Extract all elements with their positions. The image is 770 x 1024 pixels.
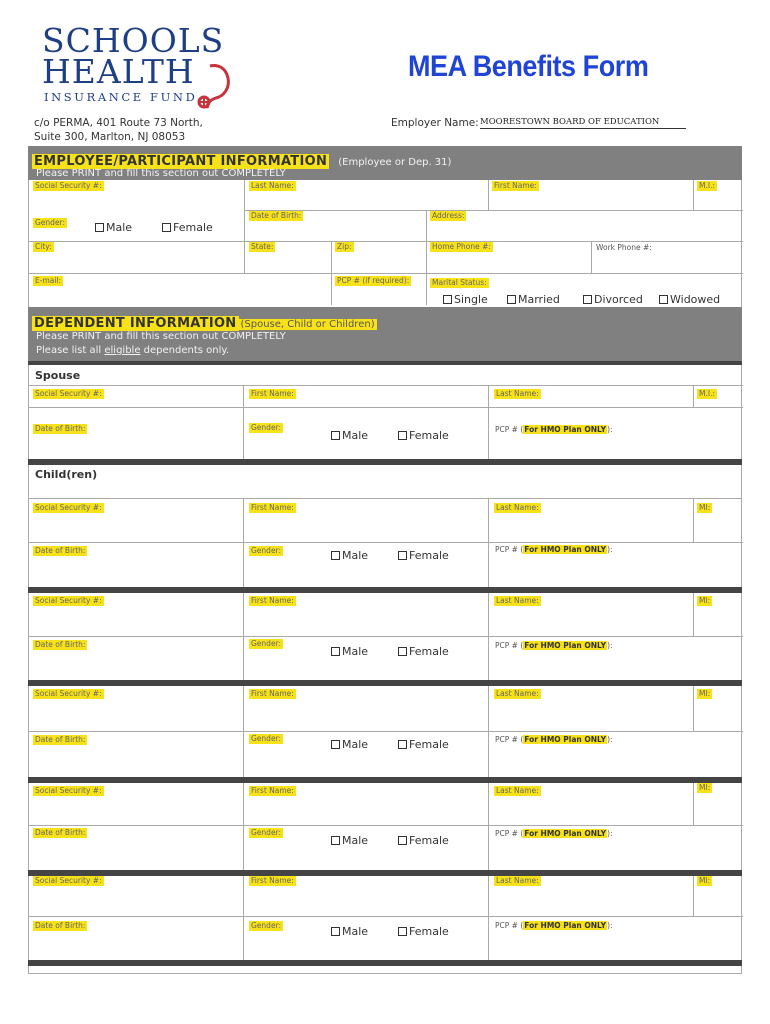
child-female-option[interactable]: Female <box>398 738 449 751</box>
first-name-field[interactable]: First Name: <box>494 181 537 190</box>
child-last-name-field[interactable]: Last Name: <box>496 786 539 795</box>
child-last-name-field[interactable]: Last Name: <box>496 596 539 605</box>
child-male-option[interactable]: Male <box>331 549 368 562</box>
marital-married-option[interactable]: Married <box>507 293 560 306</box>
female-checkbox[interactable] <box>398 836 407 845</box>
female-checkbox[interactable] <box>162 223 171 232</box>
child-ssn-field[interactable]: Social Security #: <box>35 503 102 512</box>
child-female-option[interactable]: Female <box>398 645 449 658</box>
child-gender-label: Gender: <box>251 546 282 555</box>
spouse-pcp-field[interactable]: PCP # (For HMO Plan ONLY): <box>495 425 613 434</box>
gender-male-option[interactable]: Male <box>95 221 132 234</box>
city-field[interactable]: City: <box>35 242 52 251</box>
spouse-first-name-field[interactable]: First Name: <box>251 389 294 398</box>
single-checkbox[interactable] <box>443 295 452 304</box>
married-checkbox[interactable] <box>507 295 516 304</box>
marital-single-option[interactable]: Single <box>443 293 488 306</box>
last-name-field[interactable]: Last Name: <box>251 181 294 190</box>
spouse-mi-field[interactable]: M.I.: <box>699 389 715 398</box>
employer-name-label: Employer Name: <box>391 117 479 129</box>
child-mi-field[interactable]: MI: <box>699 503 711 512</box>
form-title: MEA Benefits Form <box>408 50 649 83</box>
dependent-instruction-1: Please PRINT and fill this section out COMPLETELY <box>36 331 286 342</box>
mi-field[interactable]: M.I.: <box>699 181 715 190</box>
dependent-header-bar <box>28 307 742 364</box>
marital-divorced-option[interactable]: Divorced <box>583 293 643 306</box>
state-field[interactable]: State: <box>251 242 274 251</box>
child-dob-field[interactable]: Date of Birth: <box>35 828 86 837</box>
child-pcp-field[interactable]: PCP # (For HMO Plan ONLY): <box>495 735 613 744</box>
child-female-option[interactable]: Female <box>398 834 449 847</box>
child-male-option[interactable]: Male <box>331 925 368 938</box>
child-dob-field[interactable]: Date of Birth: <box>35 735 86 744</box>
employee-section-title: EMPLOYEE/PARTICIPANT INFORMATION <box>34 154 328 169</box>
male-checkbox[interactable] <box>95 223 104 232</box>
child-pcp-field[interactable]: PCP # (For HMO Plan ONLY): <box>495 641 613 650</box>
employee-instruction: Please PRINT and fill this section out COMPLETELY <box>36 168 286 179</box>
child-pcp-field[interactable]: PCP # (For HMO Plan ONLY): <box>495 545 613 554</box>
child-dob-field[interactable]: Date of Birth: <box>35 640 86 649</box>
work-phone-field[interactable]: Work Phone #: <box>596 243 652 252</box>
child-female-option[interactable]: Female <box>398 549 449 562</box>
children-title-row <box>28 465 742 499</box>
gender-label: Gender: <box>35 218 66 227</box>
employee-section-note: (Employee or Dep. 31) <box>338 157 452 168</box>
child-male-option[interactable]: Male <box>331 645 368 658</box>
child-block-5 <box>28 876 742 961</box>
male-checkbox[interactable] <box>331 836 340 845</box>
dependent-section-note: (Spouse, Child or Children) <box>240 319 375 330</box>
child-male-option[interactable]: Male <box>331 834 368 847</box>
female-checkbox[interactable] <box>398 431 407 440</box>
email-field[interactable]: E-mail: <box>35 276 62 285</box>
child-first-name-field[interactable]: First Name: <box>251 503 294 512</box>
spouse-female-option[interactable]: Female <box>398 429 449 442</box>
child-ssn-field[interactable]: Social Security #: <box>35 689 102 698</box>
female-checkbox[interactable] <box>398 551 407 560</box>
child-mi-field[interactable]: MI: <box>699 689 711 698</box>
child-gender-label: Gender: <box>251 639 282 648</box>
child-pcp-field[interactable]: PCP # (For HMO Plan ONLY): <box>495 829 613 838</box>
male-checkbox[interactable] <box>331 647 340 656</box>
widowed-checkbox[interactable] <box>659 295 668 304</box>
pcp-field[interactable]: PCP # (if required): <box>337 276 410 285</box>
employer-name-field[interactable]: MOORESTOWN BOARD OF EDUCATION <box>480 117 686 129</box>
child-last-name-field[interactable]: Last Name: <box>496 876 539 885</box>
male-checkbox[interactable] <box>331 740 340 749</box>
male-checkbox[interactable] <box>331 551 340 560</box>
child-gender-label: Gender: <box>251 734 282 743</box>
child-first-name-field[interactable]: First Name: <box>251 876 294 885</box>
marital-status-label: Marital Status: <box>432 278 487 287</box>
child-ssn-field[interactable]: Social Security #: <box>35 876 102 885</box>
child-block-1 <box>28 499 742 587</box>
child-male-option[interactable]: Male <box>331 738 368 751</box>
spouse-block <box>28 365 742 461</box>
form-bottom-border <box>28 966 742 974</box>
gender-female-option[interactable]: Female <box>162 221 213 234</box>
address-field[interactable]: Address: <box>432 211 465 220</box>
child-block-2 <box>28 593 742 680</box>
male-checkbox[interactable] <box>331 431 340 440</box>
logo <box>40 21 250 114</box>
child-dob-field[interactable]: Date of Birth: <box>35 921 86 930</box>
home-phone-field[interactable]: Home Phone #: <box>432 242 491 251</box>
spouse-last-name-field[interactable]: Last Name: <box>496 389 539 398</box>
logo-line-insurance: INSURANCE FUND <box>44 90 198 104</box>
spouse-male-option[interactable]: Male <box>331 429 368 442</box>
child-last-name-field[interactable]: Last Name: <box>496 503 539 512</box>
child-block-4 <box>28 783 742 870</box>
child-first-name-field[interactable]: First Name: <box>251 786 294 795</box>
child-female-option[interactable]: Female <box>398 925 449 938</box>
dependent-instruction-2: Please list all eligible dependents only. <box>36 345 230 356</box>
stethoscope-icon <box>190 62 240 114</box>
address-line-1: c/o PERMA, 401 Route 73 North, <box>34 117 203 129</box>
female-checkbox[interactable] <box>398 647 407 656</box>
logo-line-health: HEALTH <box>42 52 195 91</box>
child-ssn-field[interactable]: Social Security #: <box>35 786 102 795</box>
dob-field[interactable]: Date of Birth: <box>251 211 302 220</box>
female-checkbox[interactable] <box>398 927 407 936</box>
dependent-section-title: DEPENDENT INFORMATION <box>34 316 237 331</box>
divorced-checkbox[interactable] <box>583 295 592 304</box>
marital-widowed-option[interactable]: Widowed <box>659 293 720 306</box>
child-gender-label: Gender: <box>251 828 282 837</box>
child-gender-label: Gender: <box>251 921 282 930</box>
logo-line-schools: SCHOOLS <box>42 21 225 60</box>
child-mi-field[interactable]: MI: <box>699 596 711 605</box>
employee-header-bar <box>28 146 742 180</box>
ssn-field[interactable]: Social Security #: <box>35 181 102 190</box>
zip-field[interactable]: Zip: <box>337 242 352 251</box>
children-title: Child(ren) <box>35 468 98 481</box>
child-ssn-field[interactable]: Social Security #: <box>35 596 102 605</box>
child-first-name-field[interactable]: First Name: <box>251 596 294 605</box>
child-pcp-field[interactable]: PCP # (For HMO Plan ONLY): <box>495 921 613 930</box>
spouse-gender-label: Gender: <box>251 423 282 432</box>
employee-grid <box>28 180 742 308</box>
child-mi-field[interactable]: MI: <box>699 783 711 792</box>
male-checkbox[interactable] <box>331 927 340 936</box>
child-dob-field[interactable]: Date of Birth: <box>35 546 86 555</box>
spouse-ssn-field[interactable]: Social Security #: <box>35 389 102 398</box>
address-line-2: Suite 300, Marlton, NJ 08053 <box>34 131 186 143</box>
spouse-dob-field[interactable]: Date of Birth: <box>35 424 86 433</box>
female-checkbox[interactable] <box>398 740 407 749</box>
child-first-name-field[interactable]: First Name: <box>251 689 294 698</box>
child-block-3 <box>28 686 742 777</box>
child-last-name-field[interactable]: Last Name: <box>496 689 539 698</box>
spouse-title: Spouse <box>35 369 81 382</box>
child-mi-field[interactable]: MI: <box>699 876 711 885</box>
